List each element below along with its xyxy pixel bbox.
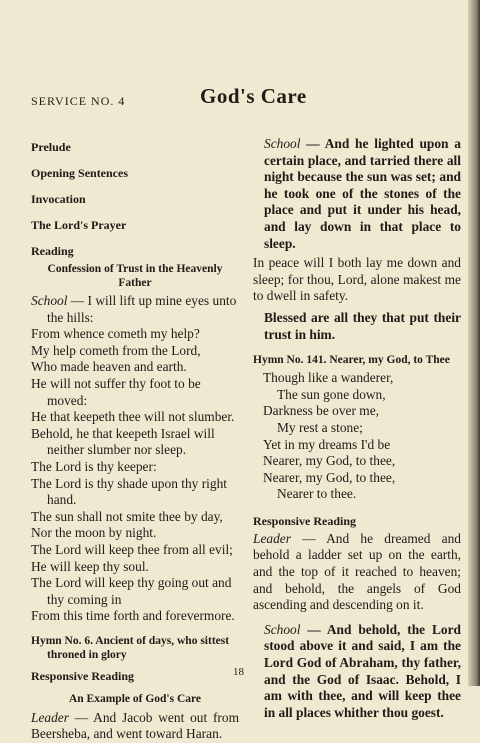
school-promise [253, 622, 461, 722]
heading-responsive-reading: Responsive Reading [31, 668, 135, 683]
heading-responsive-reading-2: Responsive Reading [253, 513, 357, 528]
psalm-line: The Lord is thy shade upon thy right hand. [31, 475, 227, 508]
verse-line: Nearer to thee. [277, 486, 357, 502]
school-promise-text: — And behold, the Lord stood above it and said, I am the Lord God of Abraham, thy father, and the God of Isaac. Behold, I am with thee, and will keep thee in all places whither thou goest. [264, 621, 461, 720]
verse-line: The sun gone down, [277, 386, 386, 402]
psalm-line: He will not suffer thy foot to be moved: [31, 375, 201, 408]
hymn-verse [253, 370, 461, 503]
speaker-label: School [264, 621, 301, 637]
psalm-line: From this time forth and forevermore. [31, 608, 235, 624]
page-number: 18 [233, 666, 244, 678]
psalm-line: He will keep thy soul. [31, 558, 149, 574]
reading-intro-text: — I will lift up mine eyes unto the hills: [47, 293, 237, 325]
right-column [253, 136, 461, 721]
blessed-passage: Blessed are all they that put their trust in him. [264, 309, 461, 342]
psalm-line: Behold, he that keepeth Israel will neither slumber nor sleep. [31, 425, 215, 458]
leader-dream-text: — And he dreamed and behold a ladder set up on the earth, and the top of it reached to heaven; and behold, the angels of God ascending and descending on it. [253, 530, 461, 613]
verse-line: Though like a wanderer, [263, 370, 394, 386]
psalm-line: The Lord is thy keeper: [31, 458, 157, 474]
heading-hymn-141: Hymn No. 141. Nearer, my God, to Thee [253, 354, 450, 367]
page-edge-shadow [468, 0, 480, 686]
speaker-label: Leader [31, 709, 69, 725]
psalm-line: Who made heaven and earth. [31, 359, 187, 375]
heading-hymn-6: Hymn No. 6. Ancient of days, who sittest throned in glory [31, 634, 230, 661]
speaker-label: Leader [253, 530, 291, 546]
psalm-line: From whence cometh my help? [31, 326, 200, 342]
page-title: God's Care [200, 84, 307, 108]
speaker-label: School [31, 293, 68, 308]
verse-line: Nearer, my God, to thee, [263, 453, 396, 469]
heading-prelude: Prelude [31, 140, 71, 154]
school-response-text: — And he lighted upon a certain place, and tarried there all night because the sun was set; and he took one of the stones of the place and put it under his head, and lay down in that place to sleep. [264, 136, 461, 251]
psalm-line: The Lord will keep thy going out and thy coming in [31, 575, 232, 607]
psalm-line: Nor the moon by night. [31, 525, 157, 541]
school-response [253, 136, 461, 252]
psalm-line: The Lord will keep thee from all evil; [31, 541, 233, 557]
heading-lords-prayer: The Lord's Prayer [31, 218, 127, 232]
reading-intro [31, 293, 239, 326]
leader-reading-text: — And Jacob went out from Beersheba, and went toward Haran. [31, 709, 239, 742]
heading-opening-sentences: Opening Sentences [31, 166, 129, 180]
psalm-line: My help cometh from the Lord, [31, 342, 201, 358]
verse-line: Nearer, my God, to thee, [263, 469, 396, 485]
verse-line: Darkness be over me, [263, 403, 380, 419]
leader-reading [31, 710, 239, 743]
heading-reading: Reading [31, 244, 74, 258]
heading-invocation: Invocation [31, 192, 86, 206]
verse-line: My rest a stone; [277, 419, 363, 435]
speaker-label: School [264, 136, 301, 151]
heading-example: An Example of God's Care [68, 692, 202, 705]
service-number: SERVICE NO. 4 [31, 94, 126, 108]
heading-confession: Confession of Trust in the Heavenly Father [47, 263, 223, 289]
left-column [31, 140, 239, 743]
peace-passage: In peace will I both lay me down and sleep; for thou, Lord, alone makest me to dwell in safety. [253, 255, 461, 304]
psalm-line: He that keepeth thee will not slumber. [31, 409, 235, 425]
leader-dream [253, 531, 461, 614]
psalm-line: The sun shall not smite thee by day, [31, 508, 223, 524]
verse-line: Yet in my dreams I'd be [263, 436, 391, 452]
